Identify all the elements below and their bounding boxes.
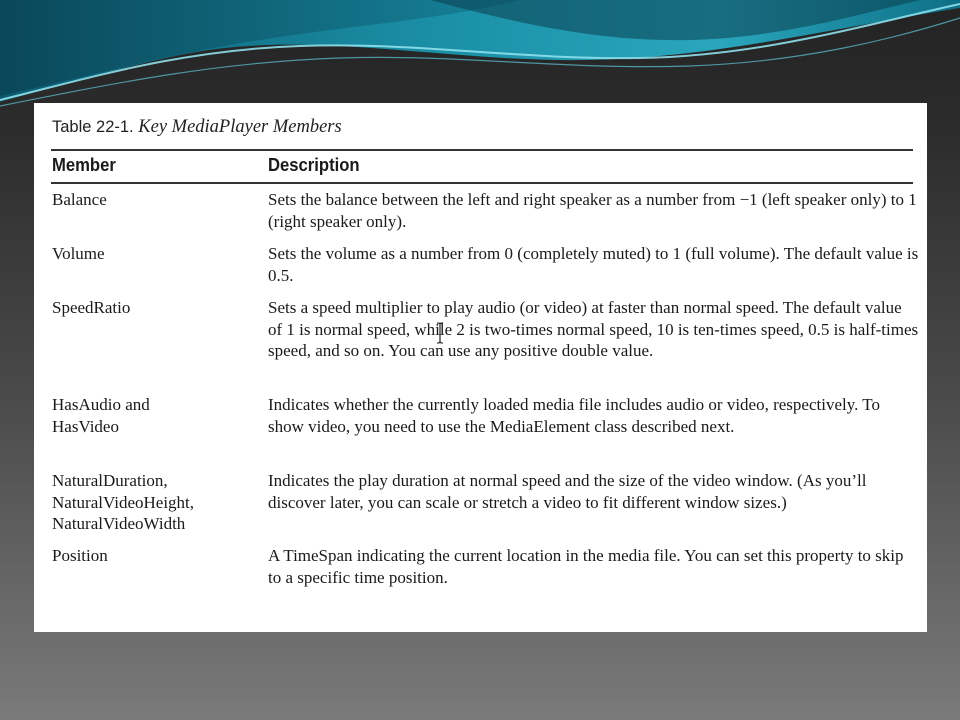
header-rule bbox=[51, 182, 913, 184]
row-member: SpeedRatio bbox=[52, 298, 131, 317]
row-description: A TimeSpan indicating the current location in the media file. You can set this property to skip to a specific time position. bbox=[268, 546, 904, 587]
column-header-description: Description bbox=[268, 154, 360, 175]
top-rule bbox=[51, 149, 913, 151]
row-member: HasAudio and HasVideo bbox=[52, 395, 150, 436]
row-member: NaturalDuration, NaturalVideoHeight, NaturalVideoWidth bbox=[52, 471, 195, 533]
caption-title: Key MediaPlayer Members bbox=[138, 117, 342, 137]
row-member: Position bbox=[52, 546, 108, 565]
row-description: Sets the volume as a number from 0 (completely muted) to 1 (full volume). The default value is 0.5. bbox=[268, 244, 919, 285]
row-member: Volume bbox=[52, 244, 105, 263]
caption-number: Table 22-1. bbox=[52, 118, 134, 136]
row-description: Sets the balance between the left and right speaker as a number from −1 (left speaker only) to 1 (right speaker only). bbox=[268, 190, 917, 231]
row-description: Indicates whether the currently loaded media file includes audio or video, respectively. To show video, you need to use the MediaElement class described next. bbox=[268, 395, 881, 436]
row-description: Sets a speed multiplier to play audio (or video) at faster than normal speed. The default value of 1 is normal speed, while 2 is two-times normal speed, 10 is ten-times speed, 0.5 is half-times speed, and so on. You can use any positive double value. bbox=[268, 298, 919, 360]
column-header-member: Member bbox=[52, 154, 116, 175]
row-member: Balance bbox=[52, 190, 107, 209]
slide-wave-decoration bbox=[0, 0, 960, 110]
row-description: Indicates the play duration at normal speed and the size of the video window. (As you’ll discover later, you can scale or stretch a video to fit different window sizes.) bbox=[268, 471, 867, 512]
table-caption bbox=[52, 117, 342, 138]
text-cursor-icon bbox=[436, 322, 444, 344]
table-page bbox=[34, 103, 927, 632]
